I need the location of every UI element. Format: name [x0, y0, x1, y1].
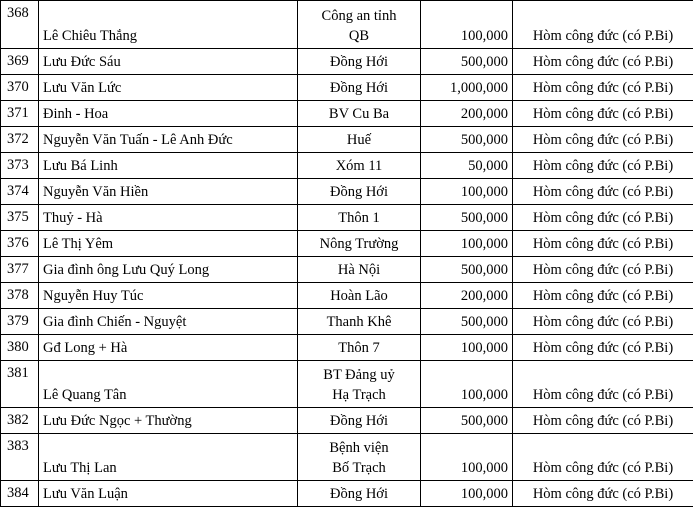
donation-amount: 500,000 [421, 127, 513, 153]
donor-name: Lê Chiêu Thắng [39, 1, 298, 49]
donor-name: Nguyễn Huy Túc [39, 283, 298, 309]
donor-location [298, 49, 421, 75]
location-line: QB [301, 26, 417, 46]
row-number: 384 [1, 481, 39, 507]
donation-amount: 100,000 [421, 481, 513, 507]
table-row [1, 434, 693, 481]
donor-name: Gia đình ông Lưu Quý Long [39, 257, 298, 283]
row-number: 368 [1, 1, 39, 49]
location-line: Bố Trạch [301, 458, 417, 478]
row-number: 372 [1, 127, 39, 153]
donor-location [298, 101, 421, 127]
table-row [1, 153, 693, 179]
donor-name: Lưu Thị Lan [39, 434, 298, 481]
location-line: Xóm 11 [301, 156, 417, 176]
row-number: 376 [1, 231, 39, 257]
table-row [1, 283, 693, 309]
table-row [1, 179, 693, 205]
donor-location [298, 257, 421, 283]
donation-note: Hòm công đức (có P.Bi) [513, 434, 693, 481]
table-row [1, 231, 693, 257]
donor-name: Lê Thị Yêm [39, 231, 298, 257]
donor-name: Lưu Đức Ngọc + Thường [39, 408, 298, 434]
donation-note: Hòm công đức (có P.Bi) [513, 335, 693, 361]
location-line: Thanh Khê [301, 312, 417, 332]
donation-amount: 500,000 [421, 49, 513, 75]
table-row [1, 49, 693, 75]
donation-note: Hòm công đức (có P.Bi) [513, 101, 693, 127]
location-line: Bệnh viện [301, 438, 417, 458]
table-row [1, 75, 693, 101]
table-row [1, 257, 693, 283]
row-number: 373 [1, 153, 39, 179]
donor-name: Đinh - Hoa [39, 101, 298, 127]
donation-amount: 200,000 [421, 101, 513, 127]
location-line: Hoàn Lão [301, 286, 417, 306]
location-line: BV Cu Ba [301, 104, 417, 124]
donor-location [298, 127, 421, 153]
table-row [1, 481, 693, 507]
donation-amount: 100,000 [421, 231, 513, 257]
donation-note: Hòm công đức (có P.Bi) [513, 283, 693, 309]
donor-location [298, 361, 421, 408]
donor-location [298, 179, 421, 205]
donation-amount: 100,000 [421, 361, 513, 408]
donor-location [298, 205, 421, 231]
location-line: Đồng Hới [301, 484, 417, 504]
donation-note: Hòm công đức (có P.Bi) [513, 1, 693, 49]
table-row [1, 361, 693, 408]
donation-note: Hòm công đức (có P.Bi) [513, 75, 693, 101]
donation-table-body [1, 1, 693, 507]
location-line: Đồng Hới [301, 182, 417, 202]
table-row [1, 1, 693, 49]
donation-amount: 200,000 [421, 283, 513, 309]
table-row [1, 205, 693, 231]
location-line: Đồng Hới [301, 78, 417, 98]
donation-amount: 50,000 [421, 153, 513, 179]
location-line: Đồng Hới [301, 52, 417, 72]
row-number: 369 [1, 49, 39, 75]
donation-note: Hòm công đức (có P.Bi) [513, 231, 693, 257]
donation-amount: 500,000 [421, 257, 513, 283]
location-line: Đồng Hới [301, 411, 417, 431]
donor-name: Gia đình Chiến - Nguyệt [39, 309, 298, 335]
donor-name: Lưu Đức Sáu [39, 49, 298, 75]
donation-note: Hòm công đức (có P.Bi) [513, 179, 693, 205]
row-number: 377 [1, 257, 39, 283]
table-row [1, 101, 693, 127]
donation-amount: 500,000 [421, 205, 513, 231]
row-number: 375 [1, 205, 39, 231]
donation-note: Hòm công đức (có P.Bi) [513, 481, 693, 507]
table-row [1, 309, 693, 335]
donation-amount: 500,000 [421, 408, 513, 434]
donor-location [298, 1, 421, 49]
donation-note: Hòm công đức (có P.Bi) [513, 153, 693, 179]
donation-amount: 100,000 [421, 335, 513, 361]
donation-note: Hòm công đức (có P.Bi) [513, 361, 693, 408]
row-number: 379 [1, 309, 39, 335]
donor-location [298, 231, 421, 257]
donation-note: Hòm công đức (có P.Bi) [513, 49, 693, 75]
location-line: Công an tỉnh [301, 6, 417, 26]
donation-amount: 100,000 [421, 434, 513, 481]
donor-name: Gđ Long + Hà [39, 335, 298, 361]
row-number: 382 [1, 408, 39, 434]
donation-note: Hòm công đức (có P.Bi) [513, 205, 693, 231]
donation-note: Hòm công đức (có P.Bi) [513, 127, 693, 153]
donor-location [298, 75, 421, 101]
row-number: 380 [1, 335, 39, 361]
donor-name: Lưu Văn Lức [39, 75, 298, 101]
row-number: 378 [1, 283, 39, 309]
donor-location [298, 153, 421, 179]
row-number: 370 [1, 75, 39, 101]
table-row [1, 127, 693, 153]
location-line: BT Đảng uỷ [301, 365, 417, 385]
location-line: Nông Trường [301, 234, 417, 254]
row-number: 381 [1, 361, 39, 408]
donation-note: Hòm công đức (có P.Bi) [513, 309, 693, 335]
donor-location [298, 309, 421, 335]
row-number: 371 [1, 101, 39, 127]
donation-amount: 100,000 [421, 179, 513, 205]
donor-location [298, 408, 421, 434]
donor-name: Lưu Bá Linh [39, 153, 298, 179]
donation-note: Hòm công đức (có P.Bi) [513, 257, 693, 283]
location-line: Hạ Trạch [301, 385, 417, 405]
donor-name: Nguyễn Văn Hiền [39, 179, 298, 205]
location-line: Huế [301, 130, 417, 150]
location-line: Thôn 7 [301, 338, 417, 358]
row-number: 374 [1, 179, 39, 205]
donor-name: Nguyễn Văn Tuấn - Lê Anh Đức [39, 127, 298, 153]
location-line: Hà Nội [301, 260, 417, 280]
donor-location [298, 335, 421, 361]
row-number: 383 [1, 434, 39, 481]
donation-amount: 100,000 [421, 1, 513, 49]
table-row [1, 408, 693, 434]
donor-location [298, 434, 421, 481]
donor-name: Thuỷ - Hà [39, 205, 298, 231]
table-row [1, 335, 693, 361]
location-line: Thôn 1 [301, 208, 417, 228]
donor-name: Lê Quang Tân [39, 361, 298, 408]
donation-amount: 500,000 [421, 309, 513, 335]
donor-location [298, 283, 421, 309]
donor-location [298, 481, 421, 507]
donor-name: Lưu Văn Luận [39, 481, 298, 507]
donation-note: Hòm công đức (có P.Bi) [513, 408, 693, 434]
donation-amount: 1,000,000 [421, 75, 513, 101]
